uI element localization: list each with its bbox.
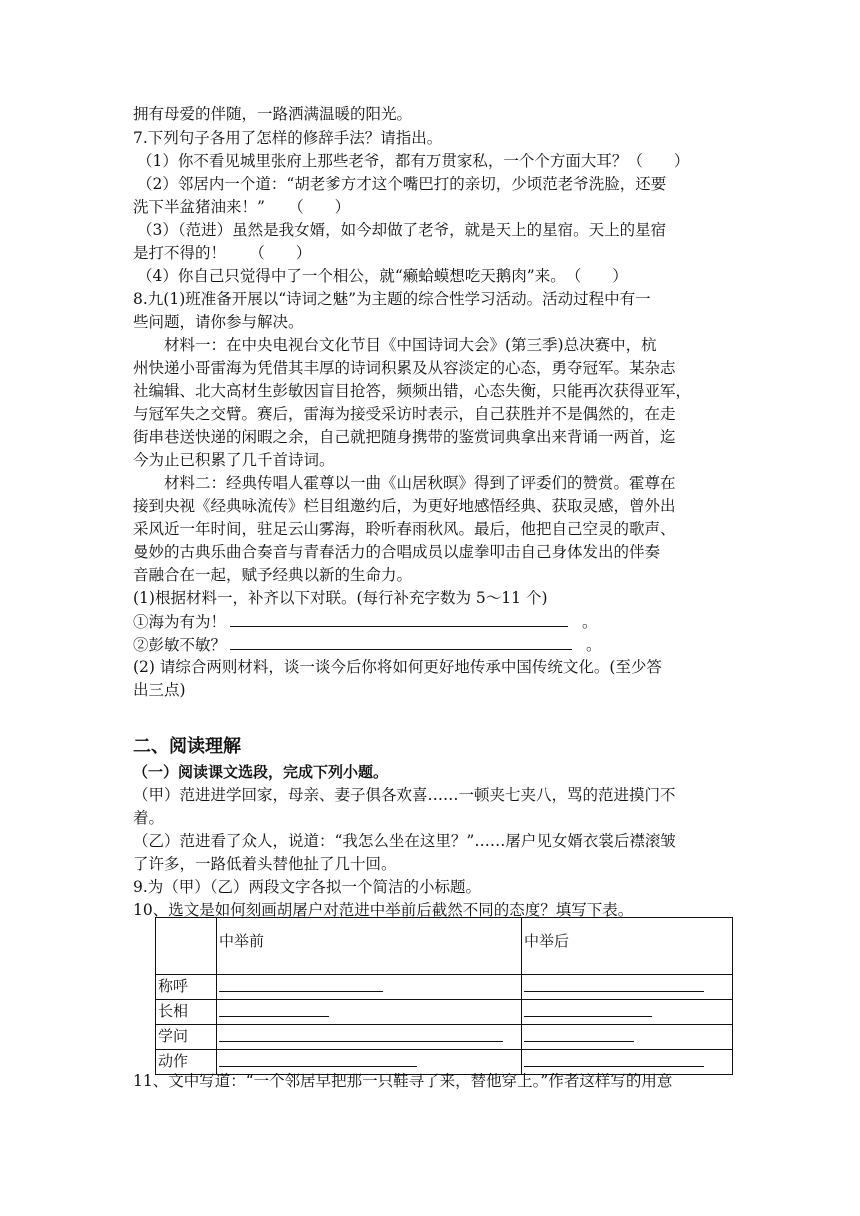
- q7-item-4: （4）你自己只觉得中了一个相公，就“癞蛤蟆想吃天鹅肉”来。 （ ）: [137, 267, 628, 285]
- excerpt-b: （乙）范进看了众人，说道：“我怎么坐在这里？”……屠户见女婿衣裳后襟滚皱: [133, 832, 676, 850]
- material-1: 材料一：在中央电视台文化节目《中国诗词大会》(第三季)总决赛中，杭: [164, 336, 657, 354]
- text-line: 了许多，一路低着头替他扯了几十回。: [133, 855, 397, 873]
- period: 。: [586, 636, 602, 654]
- excerpt-a: （甲）范进进学回家，母亲、妻子俱各欢喜……一顿夹七夹八，骂的范进摸门不: [133, 786, 676, 804]
- question-7: 7.下列句子各用了怎样的修辞手法？请指出。: [133, 129, 443, 147]
- answer-blank[interactable]: [230, 633, 572, 650]
- couplet-line-1: [133, 610, 598, 633]
- question-11: 11、文中写道：“一个邻居早把那一只鞋寻了来，替他穿上。”作者这样写的用意: [133, 1072, 673, 1090]
- text-line: 洗下半盆猪油来！” （ ）: [133, 198, 351, 216]
- answer-cell[interactable]: [217, 975, 522, 1000]
- couplet-line-2: [133, 633, 602, 656]
- table-row: [156, 1025, 733, 1050]
- q7-item-3: （3）（范进）虽然是我女婿，如今却做了老爷，就是天上的星宿。天上的星宿: [137, 221, 667, 239]
- text-line: 是打不得的！ （ ）: [133, 244, 312, 262]
- text-line: 街串巷送快递的闲暇之余，自己就把随身携带的鉴赏词典拿出来背诵一两首，迄: [133, 428, 676, 446]
- answer-cell[interactable]: [217, 1000, 522, 1025]
- answer-blank[interactable]: [230, 610, 568, 627]
- table-header-row: [156, 918, 733, 975]
- row-label: 学问: [156, 1025, 217, 1050]
- text-line: 着。: [133, 809, 165, 827]
- question-10: 10、选文是如何刻画胡屠户对范进中举前后截然不同的态度？填写下表。: [133, 901, 634, 919]
- material-2: 材料二：经典传唱人霍尊以一曲《山居秋暝》得到了评委们的赞赏。霍尊在: [164, 474, 676, 492]
- answer-cell[interactable]: [522, 1000, 733, 1025]
- q8-sub-2: (2) 请综合两则材料，谈一谈今后你将如何更好地传承中国传统文化。(至少答: [133, 658, 662, 676]
- section-heading: 二、阅读理解: [133, 736, 241, 757]
- answer-cell[interactable]: [217, 1025, 522, 1050]
- text-line: 拥有母爱的伴随，一路洒满温暖的阳光。: [133, 105, 413, 123]
- text-line: 州快递小哥雷海为凭借其丰厚的诗词积累及从容淡定的心态，勇夺冠军。某杂志: [133, 359, 676, 377]
- table-header-cell: 中举前: [217, 918, 522, 975]
- row-label: 动作: [156, 1050, 217, 1075]
- table-row: [156, 975, 733, 1000]
- q7-item-1: （1）你不看见城里张府上那些老爷，都有万贯家私，一个个方面大耳？（ ）: [137, 152, 690, 170]
- table-header-cell: [156, 918, 217, 975]
- couplet-prefix: ②彭敏不敏？: [133, 636, 227, 654]
- row-label: 长相: [156, 1000, 217, 1025]
- table-row: [156, 1000, 733, 1025]
- text-line: 接到央视《经典咏流传》栏目组邀约后，为更好地感悟经典、获取灵感，曾外出: [133, 497, 676, 515]
- attitude-table: [155, 917, 733, 1075]
- subsection-heading: （一）阅读课文选段，完成下列小题。: [133, 763, 389, 781]
- q7-item-2: （2）邻居内一个道：“胡老爹方才这个嘴巴打的亲切，少顷范老爷洗脸，还要: [137, 175, 667, 193]
- table-header-cell: 中举后: [522, 918, 733, 975]
- text-line: 出三点): [133, 681, 186, 699]
- q8-sub-1: (1)根据材料一，补齐以下对联。(每行补充字数为 5～11 个): [133, 589, 548, 607]
- text-line: 今为止已积累了几千首诗词。: [133, 451, 335, 469]
- text-line: 社编辑、北大高材生彭敏因盲目抢答，频频出错，心态失衡，只能再次获得亚军，: [133, 382, 692, 400]
- answer-cell[interactable]: [522, 1025, 733, 1050]
- text-line: 采风近一年时间，驻足云山雾海，聆听春雨秋风。最后，他把自己空灵的歌声、: [133, 520, 676, 538]
- question-9: 9.为（甲）（乙）两段文字各拟一个简洁的小标题。: [133, 878, 482, 896]
- answer-cell[interactable]: [522, 975, 733, 1000]
- row-label: 称呼: [156, 975, 217, 1000]
- text-line: 曼妙的古典乐曲合奏音与青春活力的合唱成员以虚拳叩击自己身体发出的伴奏: [133, 543, 661, 561]
- period: 。: [582, 613, 598, 631]
- couplet-prefix: ①海为有为！: [133, 613, 227, 631]
- text-line: 音融合在一起，赋予经典以新的生命力。: [133, 566, 413, 584]
- text-line: 些问题，请你参与解决。: [133, 313, 304, 331]
- question-8: 8.九(1)班准备开展以“诗词之魅”为主题的综合性学习活动。活动过程中有一: [133, 290, 651, 308]
- text-line: 与冠军失之交臂。赛后，雷海为接受采访时表示，自己获胜并不是偶然的，在走: [133, 405, 676, 423]
